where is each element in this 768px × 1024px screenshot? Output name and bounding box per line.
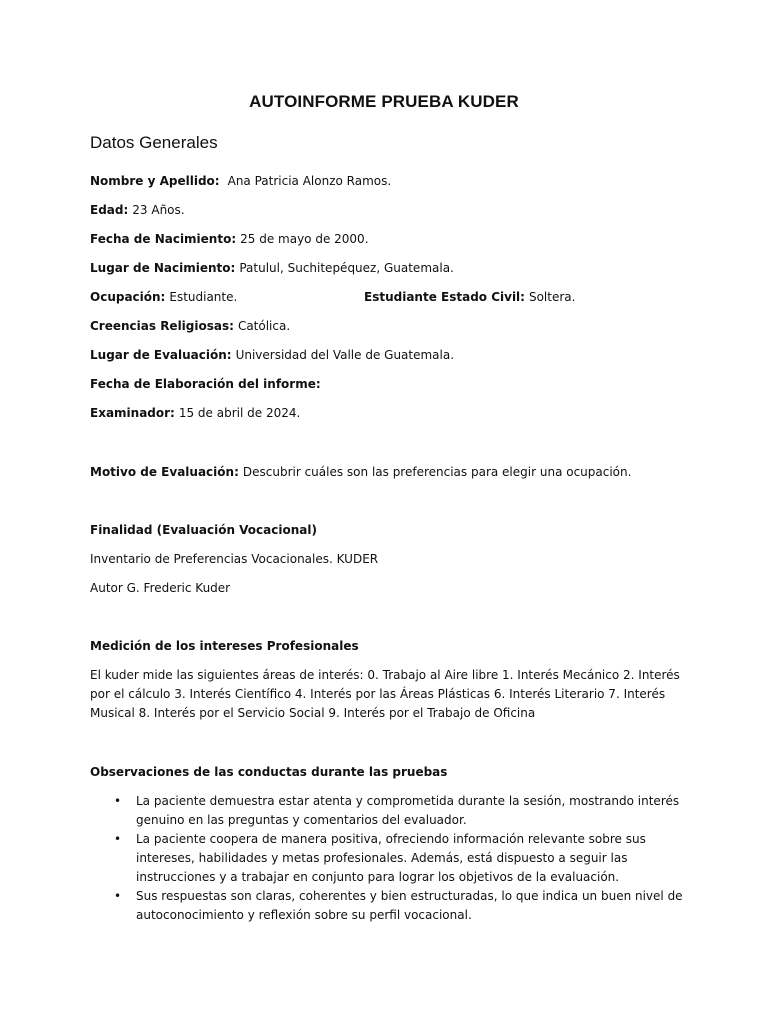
field-lugar-nacimiento [90,260,454,276]
field-examinador-label: Examinador: [90,406,175,420]
list-item [90,792,690,830]
field-nombre-label: Nombre y Apellido: [90,174,220,188]
list-item-text: La paciente coopera de manera positiva, ofreciendo información relevante sobre sus intereses, habilidades y metas profesionales. Además, está dispuesto a seguir las instrucciones y a trabajar en conjunto para lograr los objetivos de la evaluación. [136,832,646,884]
observaciones-heading [90,764,447,780]
field-fecha-nacimiento-label: Fecha de Nacimiento: [90,232,237,246]
section-heading-datos-generales: Datos Generales [90,133,218,152]
field-creencias-value: Católica. [237,319,291,333]
motivo-label: Motivo de Evaluación: [90,465,239,479]
list-item-text: La paciente demuestra estar atenta y comprometida durante la sesión, mostrando interés genuino en las preguntas y comentarios del evaluador. [136,794,680,827]
field-estado-civil [364,289,575,305]
motivo-evaluacion [90,464,631,480]
field-nombre [90,173,391,189]
document-title: AUTOINFORME PRUEBA KUDER [249,92,519,111]
field-creencias [90,318,290,334]
field-estado-civil-value: Soltera. [528,290,576,304]
field-creencias-label: Creencias Religiosas: [90,319,234,333]
field-edad-label: Edad: [90,203,129,217]
bullet-icon: • [114,889,122,903]
list-item [90,887,690,925]
medicion-heading [90,638,359,654]
field-fecha-elaboracion [90,376,325,392]
observaciones-heading-text: Observaciones de las conductas durante las pruebas [90,765,448,779]
field-ocupacion-label: Ocupación: [90,290,166,304]
list-item [90,830,690,887]
bullet-icon: • [114,832,122,846]
field-fecha-elaboracion-label: Fecha de Elaboración del informe: [90,377,321,391]
field-lugar-evaluacion [90,347,454,363]
field-nombre-value: Ana Patricia Alonzo Ramos. [227,174,392,188]
field-fecha-nacimiento [90,231,369,247]
field-lugar-nacimiento-value: Patulul, Suchitepéquez, Guatemala. [239,261,454,275]
finalidad-heading-text: Finalidad (Evaluación Vocacional) [90,523,317,537]
bullet-icon: • [114,794,122,808]
field-lugar-nacimiento-label: Lugar de Nacimiento: [90,261,236,275]
field-ocupacion [90,289,237,305]
field-ocupacion-value: Estudiante. [169,290,238,304]
motivo-value: Descubrir cuáles son las preferencias para elegir una ocupación. [242,465,632,479]
field-lugar-evaluacion-label: Lugar de Evaluación: [90,348,232,362]
field-fecha-nacimiento-value: 25 de mayo de 2000. [240,232,369,246]
field-edad-value: 23 Años. [132,203,185,217]
observaciones-list [90,792,690,925]
finalidad-autor: Autor G. Frederic Kuder [90,581,231,595]
field-examinador [90,405,300,421]
field-edad [90,202,185,218]
field-estado-civil-label: Estudiante Estado Civil: [364,290,525,304]
list-item-text: Sus respuestas son claras, coherentes y bien estructuradas, lo que indica un buen nivel de autoconocimiento y reflexión sobre su perfil vocacional. [136,889,683,922]
medicion-heading-text: Medición de los intereses Profesionales [90,639,359,653]
field-lugar-evaluacion-value: Universidad del Valle de Guatemala. [235,348,455,362]
finalidad-inventario: Inventario de Preferencias Vocacionales. KUDER [90,552,379,566]
field-examinador-value: 15 de abril de 2024. [178,406,301,420]
medicion-paragraph: El kuder mide las siguientes áreas de interés: 0. Trabajo al Aire libre 1. Interés Mecánico 2. Interés por el cálculo 3. Interés Científico 4. Interés por las Áreas Plásticas 6. Interés Literario 7. Interés Musical 8. Interés por el Servicio Social 9. Interés por el Trabajo de Oficina [90,668,680,720]
finalidad-heading [90,522,317,538]
